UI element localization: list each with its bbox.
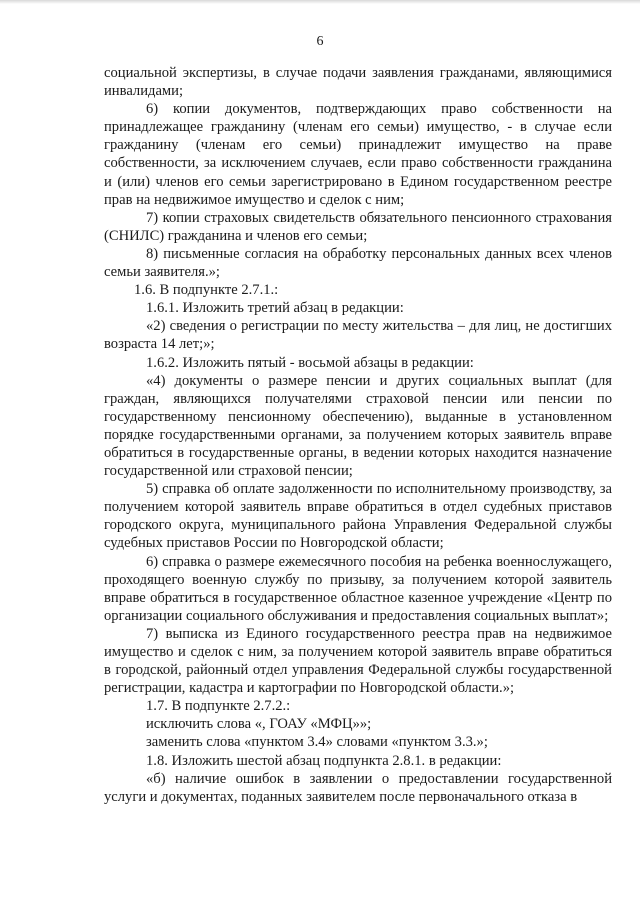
paragraph: исключить слова «, ГОАУ «МФЦ»»; xyxy=(146,716,372,733)
paragraph: 1.8. Изложить шестой абзац подпункта 2.8.1. в редакции: xyxy=(146,752,502,769)
paragraph: 6) справка о размере ежемесячного пособия на ребенка военнослужащего, проходящего военную службу по призыву, за получением которой заявитель вправе обратиться в государственное областное казенное учреждение «Центр по организации социального обслуживания и предоставления социальных выплат»; xyxy=(104,553,612,624)
paragraph: 5) справка об оплате задолженности по исполнительному производству, за получением которой заявитель вправе обратиться в отдел судебных приставов городского округа, муниципального района Управления Федеральной службы судебных приставов России по Новгородской области; xyxy=(104,481,612,552)
paragraph: 1.6. В подпункте 2.7.1.: xyxy=(134,282,279,299)
page-number: 6 xyxy=(316,34,324,49)
document-body xyxy=(104,64,612,806)
paragraph: 1.7. В подпункте 2.7.2.: xyxy=(146,698,291,715)
paragraph: социальной экспертизы, в случае подачи заявления гражданами, являющимися инвалидами; xyxy=(104,65,612,100)
paragraph: «4) документы о размере пенсии и других социальных выплат (для граждан, являющихся получателями страховой пенсии или пенсии по государственному пенсионному обеспечению), выданные в установленном порядке государственными органами, за получением которых заявитель вправе обратиться в государственные органы, в ведении которых находится назначение государственной или страховой пенсии; xyxy=(104,372,612,480)
paragraph: 8) письменные согласия на обработку персональных данных всех членов семьи заявителя.»; xyxy=(104,245,612,281)
paragraph: «б) наличие ошибок в заявлении о предоставлении государственной услуги и документах, поданных заявителем после первоначального отказа в xyxy=(104,770,612,805)
paragraph: «2) сведения о регистрации по месту жительства – для лиц, не достигших возраста 14 лет;»; xyxy=(104,318,612,353)
paragraph: 6) копии документов, подтверждающих право собственности на принадлежащее гражданину (членам его семьи) имущество, - в случае если гражданину (членам его семьи) принадлежит имущество на праве собственности, за исключением случаев, если право собственности гражданина и (или) членов его семьи зарегистрировано в Едином государственном реестре прав на недвижимое имущество и сделок с ним; xyxy=(104,101,612,208)
paragraph: 7) копии страховых свидетельств обязательного пенсионного страхования (СНИЛС) гражданина и членов его семьи; xyxy=(104,209,612,244)
scan-edge xyxy=(0,0,640,4)
paragraph: 7) выписка из Единого государственного реестра прав на недвижимое имущество и сделок с ним, за получением которой заявитель вправе обратиться в городской, районный отдел управления Федеральной службы государственной регистрации, кадастра и картографии по Новгородской области.»; xyxy=(104,625,612,697)
paragraph: заменить слова «пунктом 3.4» словами «пунктом 3.3.»; xyxy=(146,734,488,751)
paragraph: 1.6.1. Изложить третий абзац в редакции: xyxy=(146,300,404,317)
paragraph: 1.6.2. Изложить пятый - восьмой абзацы в редакции: xyxy=(146,354,474,371)
